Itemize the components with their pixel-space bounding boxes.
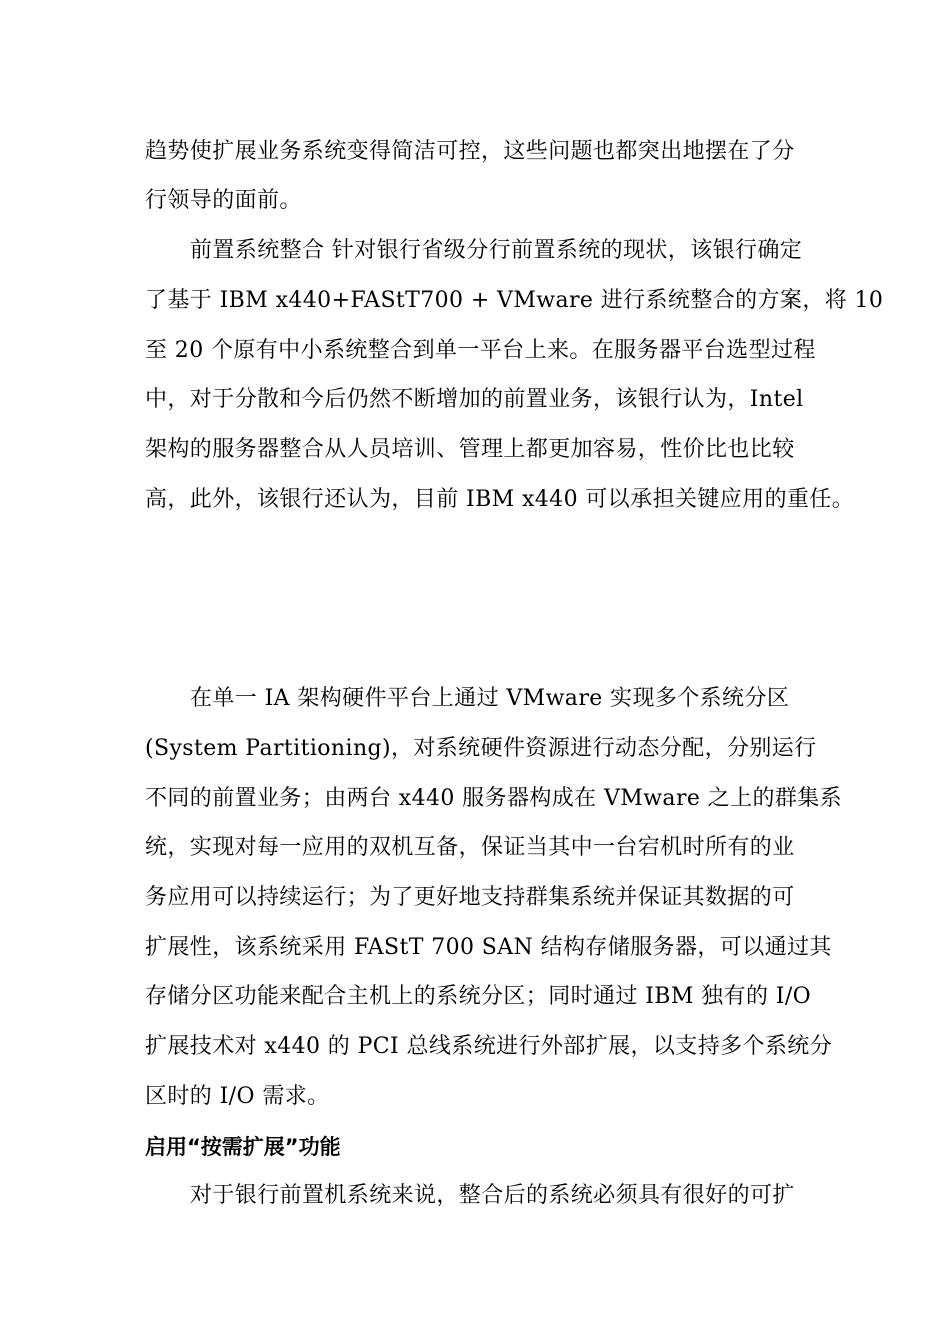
paragraph-3-line-5: 务应用可以持续运行；为了更好地支持群集系统并保证其数据的可 [145,885,795,910]
paragraph-4-line-1: 对于银行前置机系统来说，整合后的系统必须具有很好的可扩 [190,1183,795,1208]
paragraph-3-line-3: 不同的前置业务；由两台 x440 服务器构成在 VMware 之上的群集系 [145,786,843,811]
paragraph-3-line-4: 统，实现对每一应用的双机互备，保证当其中一台宕机时所有的业 [145,835,795,860]
paragraph-2-line-2: 了基于 IBM x440+FAStT700 + VMware 进行系统整合的方案，将 10 [145,288,884,313]
paragraph-3-line-7: 存储分区功能来配合主机上的系统分区；同时通过 IBM 独有的 I/O [145,984,812,1009]
paragraph-3-line-2: (System Partitioning)，对系统硬件资源进行动态分配，分别运行 [145,736,817,761]
paragraph-2-line-6: 高，此外，该银行还认为，目前 IBM x440 可以承担关键应用的重任。 [145,487,855,512]
paragraph-1-line-1: 趋势使扩展业务系统变得简洁可控，这些问题也都突出地摆在了分 [145,139,795,164]
paragraph-3-line-9: 区时的 I/O 需求。 [145,1084,330,1109]
paragraph-2-line-4: 中，对于分散和今后仍然不断增加的前置业务，该银行认为，Intel [145,387,804,412]
paragraph-3-line-1: 在单一 IA 架构硬件平台上通过 VMware 实现多个系统分区 [190,686,790,711]
paragraph-3-line-6: 扩展性，该系统采用 FAStT 700 SAN 结构存储服务器，可以通过其 [145,935,832,960]
paragraph-3-line-8: 扩展技术对 x440 的 PCI 总线系统进行外部扩展，以支持多个系统分 [145,1034,833,1059]
section-heading: 启用“按需扩展”功能 [145,1135,341,1159]
paragraph-1-line-2: 行领导的面前。 [145,188,302,213]
paragraph-2-line-1: 前置系统整合 针对银行省级分行前置系统的现状，该银行确定 [190,238,803,263]
paragraph-2-line-5: 架构的服务器整合从人员培训、管理上都更加容易，性价比也比较 [145,437,795,462]
paragraph-2-line-3: 至 20 个原有中小系统整合到单一平台上来。在服务器平台选型过程 [145,338,816,363]
